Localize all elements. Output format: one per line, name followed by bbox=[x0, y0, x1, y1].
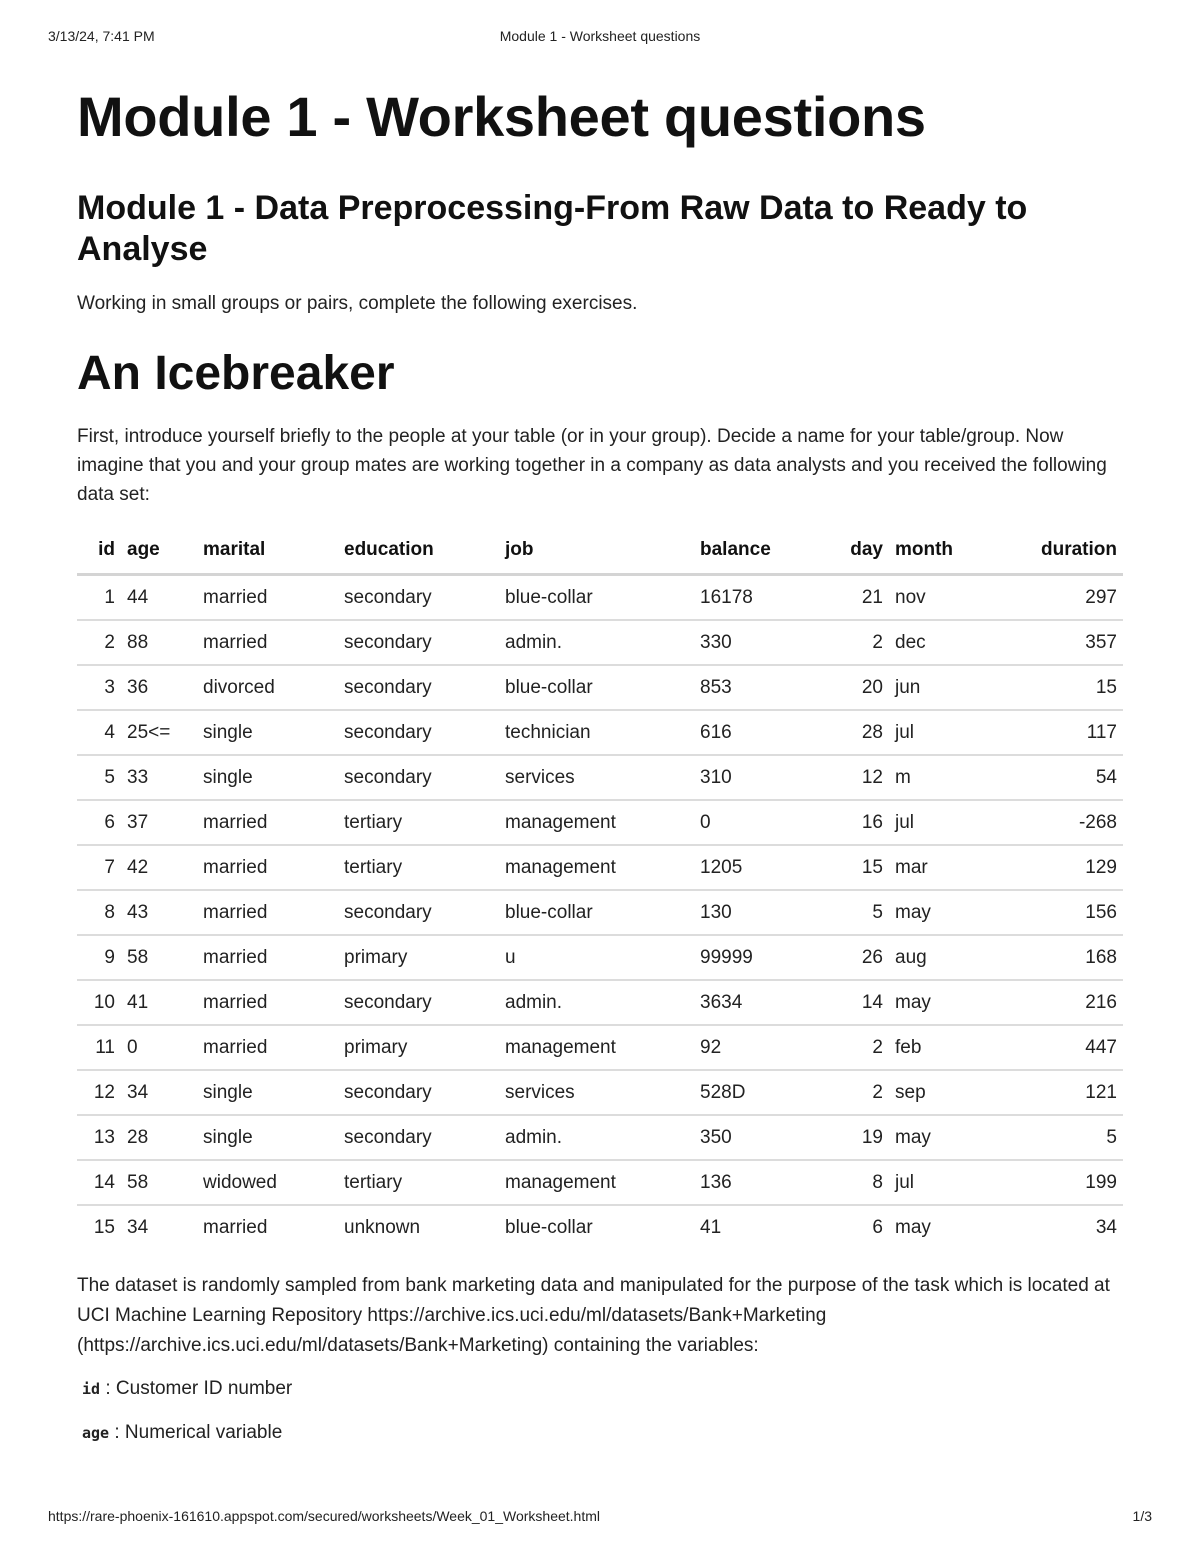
cell-id: 2 bbox=[77, 620, 121, 665]
cell-day: 16 bbox=[806, 800, 889, 845]
table-row bbox=[77, 620, 1123, 665]
cell-job: services bbox=[499, 1070, 694, 1115]
cell-day: 15 bbox=[806, 845, 889, 890]
cell-id: 5 bbox=[77, 755, 121, 800]
cell-duration: 168 bbox=[989, 935, 1123, 980]
cell-age: 25<= bbox=[121, 710, 197, 755]
data-table bbox=[77, 529, 1123, 1249]
cell-month: jul bbox=[889, 710, 989, 755]
cell-month: feb bbox=[889, 1025, 989, 1070]
cell-education: primary bbox=[338, 935, 499, 980]
table-row bbox=[77, 1160, 1123, 1205]
cell-month: mar bbox=[889, 845, 989, 890]
cell-marital: single bbox=[197, 755, 338, 800]
print-footer bbox=[48, 1508, 1152, 1528]
cell-month: sep bbox=[889, 1070, 989, 1115]
print-date: 3/13/24, 7:41 PM bbox=[48, 28, 155, 44]
cell-marital: single bbox=[197, 1070, 338, 1115]
variable-name: id bbox=[82, 1380, 101, 1398]
intro-text: Working in small groups or pairs, complete the following exercises. bbox=[77, 293, 638, 314]
cell-balance: 3634 bbox=[694, 980, 806, 1025]
cell-day: 28 bbox=[806, 710, 889, 755]
cell-month: jul bbox=[889, 800, 989, 845]
table-row bbox=[77, 665, 1123, 710]
cell-day: 12 bbox=[806, 755, 889, 800]
cell-marital: married bbox=[197, 935, 338, 980]
cell-job: admin. bbox=[499, 1115, 694, 1160]
section-heading: An Icebreaker bbox=[77, 347, 395, 400]
cell-duration: 199 bbox=[989, 1160, 1123, 1205]
print-url: https://rare-phoenix-161610.appspot.com/secured/worksheets/Week_01_Worksheet.html bbox=[48, 1508, 601, 1524]
cell-duration: 129 bbox=[989, 845, 1123, 890]
cell-education: tertiary bbox=[338, 800, 499, 845]
cell-age: 44 bbox=[121, 575, 197, 621]
cell-education: secondary bbox=[338, 980, 499, 1025]
print-title: Module 1 - Worksheet questions bbox=[499, 28, 701, 44]
cell-job: blue-collar bbox=[499, 665, 694, 710]
cell-id: 13 bbox=[77, 1115, 121, 1160]
cell-job: blue-collar bbox=[499, 575, 694, 621]
cell-id: 12 bbox=[77, 1070, 121, 1115]
table-row bbox=[77, 755, 1123, 800]
cell-marital: married bbox=[203, 1216, 268, 1238]
cell-day: 2 bbox=[806, 620, 889, 665]
cell-age: 58 bbox=[121, 935, 197, 980]
cell-day: 20 bbox=[806, 665, 889, 710]
cell-balance: 130 bbox=[694, 890, 806, 935]
column-header-day: day bbox=[806, 529, 889, 575]
cell-age: 0 bbox=[121, 1025, 197, 1070]
cell-day: 2 bbox=[806, 1025, 889, 1070]
cell-id: 14 bbox=[77, 1160, 121, 1205]
cell-education: secondary bbox=[338, 620, 499, 665]
table-row bbox=[77, 1070, 1123, 1115]
cell-marital: widowed bbox=[197, 1160, 338, 1205]
column-header-age: age bbox=[121, 529, 197, 575]
variable-name: age bbox=[82, 1424, 110, 1442]
cell-balance: 16178 bbox=[694, 575, 806, 621]
cell-balance: 1205 bbox=[694, 845, 806, 890]
cell-duration: 447 bbox=[989, 1025, 1123, 1070]
cell-balance: 99999 bbox=[694, 935, 806, 980]
cell-marital: married bbox=[197, 890, 338, 935]
cell-month: may bbox=[889, 890, 989, 935]
page-subtitle: Module 1 - Data Preprocessing-From Raw Data to Ready to Analyse bbox=[77, 189, 1028, 268]
cell-id: 11 bbox=[77, 1025, 121, 1070]
cell-balance: 41 bbox=[700, 1216, 722, 1238]
cell-duration: 357 bbox=[989, 620, 1123, 665]
cell-job: blue-collar bbox=[499, 890, 694, 935]
variable-list bbox=[77, 1373, 1123, 1449]
table-row bbox=[77, 890, 1123, 935]
cell-duration: 156 bbox=[989, 890, 1123, 935]
column-header-balance: balance bbox=[694, 529, 806, 575]
cell-id: 15 bbox=[93, 1216, 115, 1238]
cell-balance: 853 bbox=[694, 665, 806, 710]
cell-duration: 54 bbox=[989, 755, 1123, 800]
cell-month: jun bbox=[889, 665, 989, 710]
cell-day: 26 bbox=[806, 935, 889, 980]
cell-day: 8 bbox=[806, 1160, 889, 1205]
cell-day: 19 bbox=[806, 1115, 889, 1160]
cell-balance: 528D bbox=[694, 1070, 806, 1115]
cell-day: 14 bbox=[806, 980, 889, 1025]
cell-marital: divorced bbox=[197, 665, 338, 710]
table-body bbox=[77, 575, 1123, 1250]
table-row bbox=[77, 1115, 1123, 1160]
cell-education: secondary bbox=[338, 710, 499, 755]
cell-job: services bbox=[499, 755, 694, 800]
cell-job: management bbox=[499, 845, 694, 890]
cell-education: primary bbox=[338, 1025, 499, 1070]
column-header-education: education bbox=[338, 529, 499, 575]
table-row bbox=[77, 1205, 1123, 1249]
cell-marital: married bbox=[197, 800, 338, 845]
cell-balance: 0 bbox=[694, 800, 806, 845]
cell-id: 9 bbox=[77, 935, 121, 980]
page-title: Module 1 - Worksheet questions bbox=[77, 85, 926, 148]
page-number: 1/3 bbox=[1132, 1508, 1152, 1524]
cell-job: management bbox=[499, 800, 694, 845]
cell-marital: married bbox=[197, 1025, 338, 1070]
cell-month: dec bbox=[889, 620, 989, 665]
cell-id: 6 bbox=[77, 800, 121, 845]
column-header-month: month bbox=[889, 529, 989, 575]
cell-age: 58 bbox=[121, 1160, 197, 1205]
cell-education: tertiary bbox=[338, 1160, 499, 1205]
cell-marital: married bbox=[197, 620, 338, 665]
table-row bbox=[77, 845, 1123, 890]
cell-age: 28 bbox=[121, 1115, 197, 1160]
cell-age: 37 bbox=[121, 800, 197, 845]
column-header-marital: marital bbox=[197, 529, 338, 575]
variable-item bbox=[82, 1417, 1123, 1449]
cell-id: 3 bbox=[77, 665, 121, 710]
cell-id: 4 bbox=[77, 710, 121, 755]
cell-age: 88 bbox=[121, 620, 197, 665]
variable-item bbox=[82, 1373, 1123, 1405]
cell-marital: single bbox=[197, 1115, 338, 1160]
cell-duration: 5 bbox=[989, 1115, 1123, 1160]
table-row bbox=[77, 935, 1123, 980]
cell-month: may bbox=[889, 980, 989, 1025]
cell-education: secondary bbox=[338, 890, 499, 935]
print-header bbox=[48, 28, 1152, 48]
cell-duration: 121 bbox=[989, 1070, 1123, 1115]
cell-balance: 616 bbox=[694, 710, 806, 755]
cell-education: unknown bbox=[344, 1216, 421, 1238]
cell-job: technician bbox=[499, 710, 694, 755]
cell-balance: 136 bbox=[694, 1160, 806, 1205]
cell-education: tertiary bbox=[338, 845, 499, 890]
cell-age: 33 bbox=[121, 755, 197, 800]
cell-id: 8 bbox=[77, 890, 121, 935]
cell-day: 6 bbox=[872, 1216, 883, 1238]
cell-balance: 350 bbox=[694, 1115, 806, 1160]
cell-duration: 297 bbox=[989, 575, 1123, 621]
table-row bbox=[77, 980, 1123, 1025]
cell-marital: married bbox=[197, 845, 338, 890]
cell-id: 10 bbox=[77, 980, 121, 1025]
cell-job: management bbox=[499, 1025, 694, 1070]
cell-marital: married bbox=[197, 575, 338, 621]
cell-month: nov bbox=[889, 575, 989, 621]
cell-id: 1 bbox=[77, 575, 121, 621]
cell-job: admin. bbox=[499, 620, 694, 665]
cell-month: m bbox=[889, 755, 989, 800]
cell-job: management bbox=[499, 1160, 694, 1205]
variable-description: : Customer ID number bbox=[105, 1378, 293, 1399]
dataset-description: The dataset is randomly sampled from bank marketing data and manipulated for the purpose of the task which is located at UCI Machine Learning Repository https://archive.ics.uci.edu/ml/datasets/Bank+Marketing (https://archive.ics.uci.edu/ml/datasets/Bank+Marketing) containing the variables: bbox=[77, 1275, 1110, 1356]
table-header-row bbox=[77, 529, 1123, 575]
cell-duration: 15 bbox=[989, 665, 1123, 710]
cell-marital: married bbox=[197, 980, 338, 1025]
cell-age: 42 bbox=[121, 845, 197, 890]
column-header-job: job bbox=[499, 529, 694, 575]
cell-age: 34 bbox=[127, 1216, 149, 1238]
cell-education: secondary bbox=[338, 575, 499, 621]
cell-balance: 92 bbox=[694, 1025, 806, 1070]
cell-month: jul bbox=[889, 1160, 989, 1205]
table-row bbox=[77, 800, 1123, 845]
cell-month: may bbox=[889, 1115, 989, 1160]
cell-age: 34 bbox=[121, 1070, 197, 1115]
document-content bbox=[77, 82, 1123, 1449]
cell-age: 41 bbox=[121, 980, 197, 1025]
table-row bbox=[77, 575, 1123, 621]
cell-job: blue-collar bbox=[505, 1216, 593, 1238]
cell-job: admin. bbox=[499, 980, 694, 1025]
cell-education: secondary bbox=[338, 1115, 499, 1160]
cell-id: 7 bbox=[77, 845, 121, 890]
table-row bbox=[77, 710, 1123, 755]
section-text: First, introduce yourself briefly to the people at your table (or in your group). Decide a name for your table/group. Now imagine that you and your group mates are working together in a company as data analysts and you received the following data set: bbox=[77, 426, 1107, 505]
cell-duration: 216 bbox=[989, 980, 1123, 1025]
cell-education: secondary bbox=[338, 665, 499, 710]
cell-duration: 34 bbox=[1095, 1216, 1117, 1238]
cell-job: u bbox=[499, 935, 694, 980]
cell-education: secondary bbox=[338, 755, 499, 800]
column-header-id: id bbox=[77, 529, 121, 575]
table-row bbox=[77, 1025, 1123, 1070]
cell-duration: -268 bbox=[989, 800, 1123, 845]
variable-description: : Numerical variable bbox=[114, 1422, 283, 1443]
cell-day: 21 bbox=[806, 575, 889, 621]
cell-month: aug bbox=[889, 935, 989, 980]
cell-marital: single bbox=[197, 710, 338, 755]
cell-balance: 330 bbox=[694, 620, 806, 665]
cell-age: 43 bbox=[121, 890, 197, 935]
cell-education: secondary bbox=[338, 1070, 499, 1115]
cell-month: may bbox=[895, 1216, 931, 1238]
cell-age: 36 bbox=[121, 665, 197, 710]
cell-balance: 310 bbox=[694, 755, 806, 800]
cell-day: 2 bbox=[806, 1070, 889, 1115]
cell-day: 5 bbox=[806, 890, 889, 935]
column-header-duration: duration bbox=[989, 529, 1123, 575]
cell-duration: 117 bbox=[989, 710, 1123, 755]
